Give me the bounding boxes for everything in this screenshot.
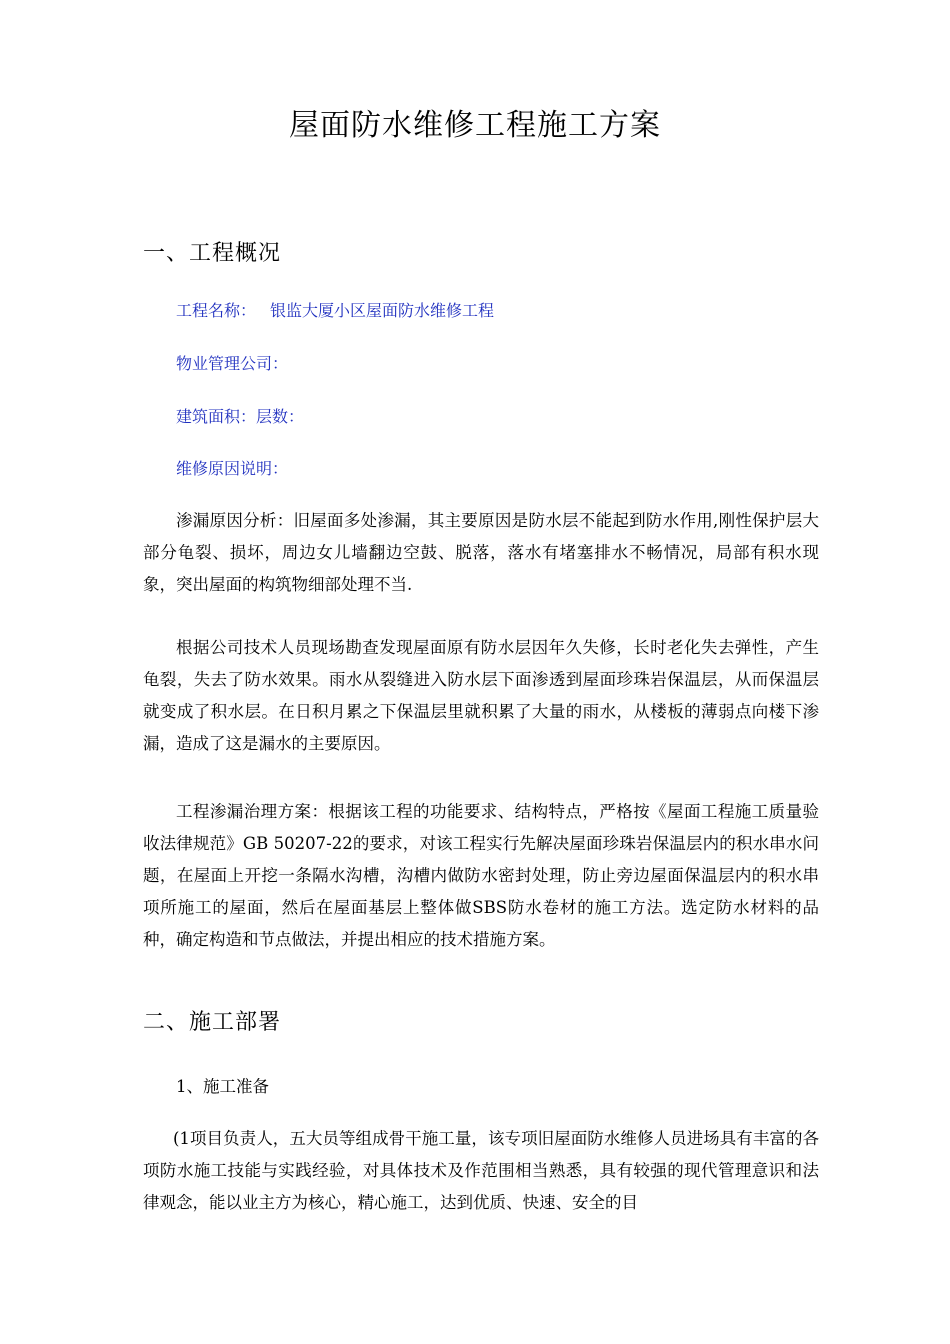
- survey-findings-paragraph: 根据公司技术人员现场勘查发现屋面原有防水层因年久失修，长时老化失去弹性，产生龟裂，失去了防水效果。雨水从裂缝进入防水层下面渗透到屋面珍珠岩保温层，从而保温层就变成了积水层。在日积月累之下保温层里就积累了大量的雨水，从楼板的薄弱点向楼下渗漏，造成了这是漏水的主要原因。: [143, 638, 819, 753]
- subheading-construction-prep: 1、施工准备: [176, 1077, 269, 1096]
- project-name-label: 工程名称：: [176, 301, 257, 320]
- section-heading-deployment: 二、施工部署: [143, 1010, 282, 1035]
- project-name-line: [176, 299, 494, 323]
- leak-analysis-paragraph: 渗漏原因分析：旧屋面多处渗漏，其主要原因是防水层不能起到防水作用,刚性保护层大部分龟裂、损坏，周边女儿墙翻边空鼓、脱落，落水有堵塞排水不畅情况，局部有积水现象，突出屋面的构筑物细部处理不当.: [143, 511, 819, 594]
- project-name-value: 银监大厦小区屋面防水维修工程: [270, 301, 495, 320]
- property-company-line: 物业管理公司：: [176, 354, 289, 373]
- repair-reason-line: 维修原因说明：: [176, 459, 289, 478]
- construction-prep-paragraph: (1项目负责人，五大员等组成骨干施工量，该专项旧屋面防水维修人员进场具有丰富的各项防水施工技能与实践经验，对具体技术及作范围相当熟悉，具有较强的现代管理意识和法律观念，能以业主方为核心，精心施工，达到优质、快速、安全的目: [143, 1129, 819, 1212]
- document-title: 屋面防水维修工程施工方案: [289, 108, 661, 143]
- treatment-plan-paragraph: 工程渗漏治理方案：根据该工程的功能要求、结构特点，严格按《屋面工程施工质量验收法律规范》GB 50207-22的要求，对该工程实行先解决屋面珍珠岩保温层内的积水串水问题，在屋面上开挖一条隔水沟槽，沟槽内做防水密封处理，防止旁边屋面保温层内的积水串项所施工的屋面，然后在屋面基层上整体做SBS防水卷材的施工方法。选定防水材料的品种，确定构造和节点做法，并提出相应的技术措施方案。: [143, 802, 819, 949]
- building-area-line: 建筑面积：层数：: [176, 407, 305, 426]
- section-heading-overview: 一、工程概况: [143, 241, 282, 266]
